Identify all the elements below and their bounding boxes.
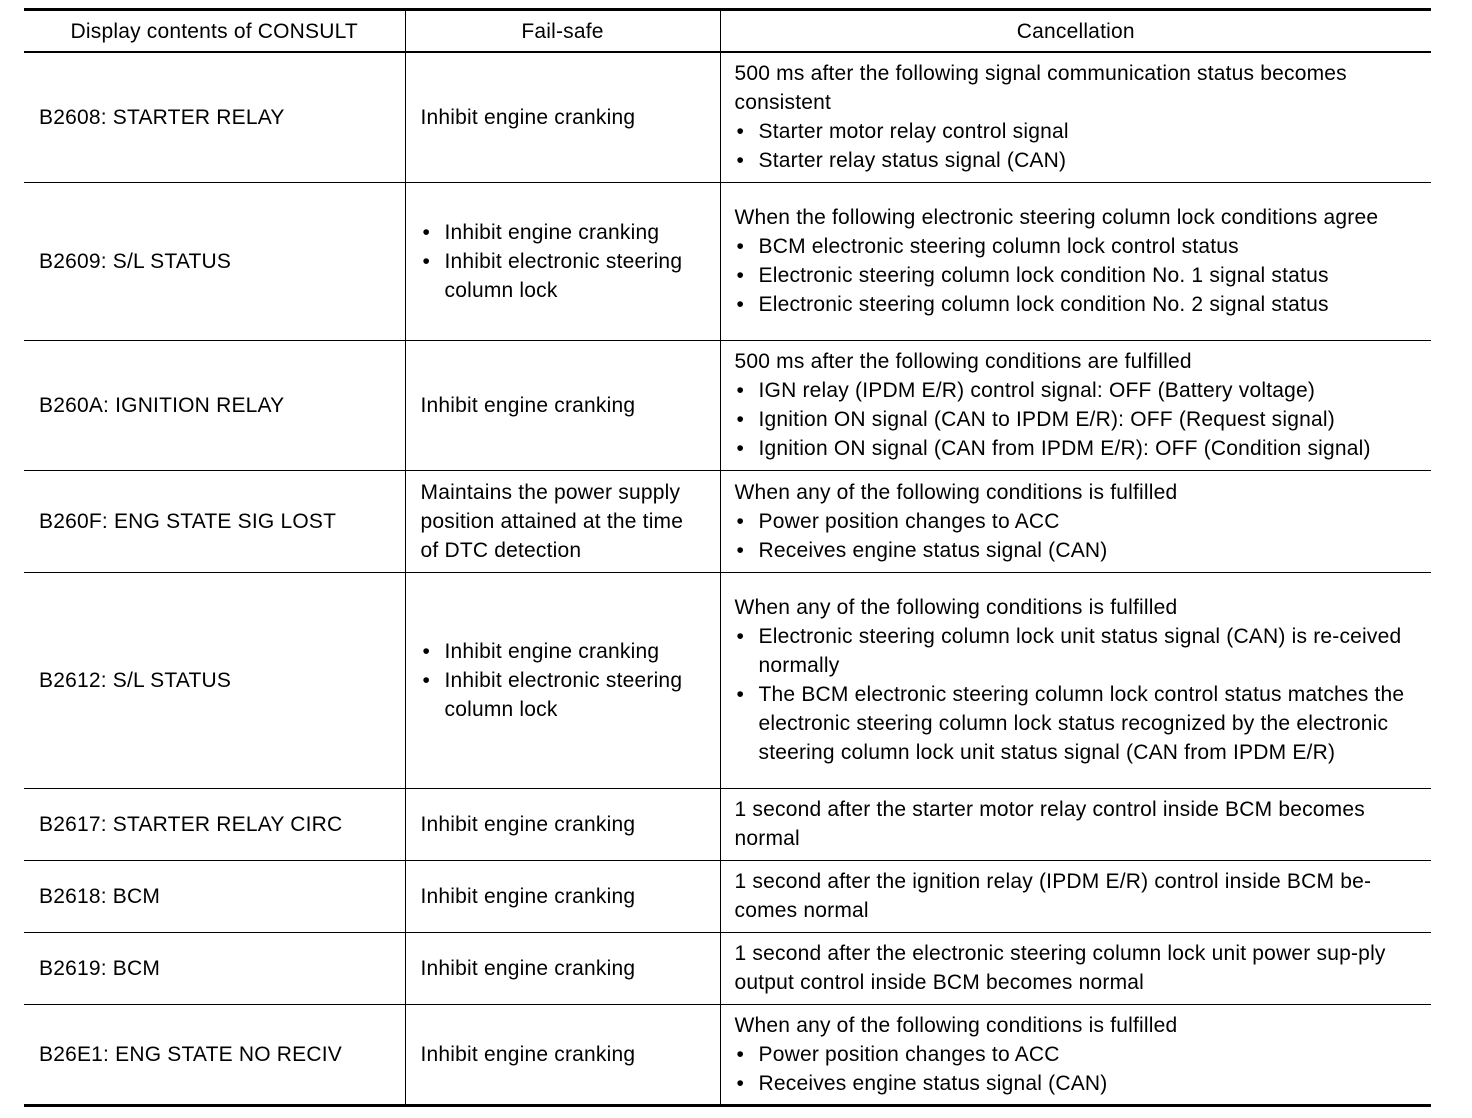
- cancellation-cell: [720, 52, 1431, 182]
- dtc-display-content: B2608: STARTER RELAY: [24, 52, 405, 182]
- dtc-display-content: B2619: BCM: [24, 932, 405, 1004]
- cancellation-item: • Power position changes to ACC: [735, 507, 1426, 536]
- fail-safe-item: • Inhibit engine cranking: [421, 218, 706, 247]
- cancellation-item: • Ignition ON signal (CAN to IPDM E/R): OFF (Request signal): [735, 405, 1426, 434]
- fail-safe-text: Inhibit engine cranking: [420, 105, 636, 129]
- cancellation-item: • BCM electronic steering column lock control status: [735, 232, 1426, 261]
- fail-safe-cell: [405, 572, 720, 788]
- fail-safe-list: [421, 218, 706, 305]
- table-row: [24, 572, 1431, 788]
- fail-safe-text: Inhibit engine cranking: [420, 1042, 636, 1066]
- dtc-display-content: B2612: S/L STATUS: [24, 572, 405, 788]
- fail-safe-table: [24, 8, 1431, 1107]
- fail-safe-text: Maintains the power supply position attained at the time of DTC detection: [420, 480, 684, 562]
- table-row: [24, 182, 1431, 340]
- table-row: [24, 1004, 1431, 1105]
- table-row: [24, 52, 1431, 182]
- fail-safe-cell: [405, 470, 720, 572]
- dtc-display-content: B260A: IGNITION RELAY: [24, 340, 405, 470]
- fail-safe-item: • Inhibit electronic steering column lock: [421, 666, 706, 724]
- cancellation-item: • Receives engine status signal (CAN): [735, 1069, 1426, 1098]
- fail-safe-item: • Inhibit engine cranking: [421, 637, 706, 666]
- cancellation-list: [735, 117, 1426, 175]
- fail-safe-cell: [405, 932, 720, 1004]
- cancellation-item: • Starter motor relay control signal: [735, 117, 1426, 146]
- header-fail-safe: Fail-safe: [405, 10, 720, 53]
- cancellation-cell: [720, 788, 1431, 860]
- cancellation-text: When any of the following conditions is fulfilled: [734, 480, 1178, 504]
- table-row: [24, 788, 1431, 860]
- cancellation-cell: [720, 860, 1431, 932]
- cancellation-item: • IGN relay (IPDM E/R) control signal: OFF (Battery voltage): [735, 376, 1426, 405]
- cancellation-cell: [720, 470, 1431, 572]
- cancellation-list: [735, 507, 1426, 565]
- fail-safe-text: Inhibit engine cranking: [420, 812, 636, 836]
- header-cancellation: Cancellation: [720, 10, 1431, 53]
- cancellation-cell: [720, 572, 1431, 788]
- table-row: [24, 860, 1431, 932]
- cancellation-cell: [720, 932, 1431, 1004]
- cancellation-list: [735, 1040, 1426, 1098]
- cancellation-item: • Electronic steering column lock condition No. 2 signal status: [735, 290, 1426, 319]
- cancellation-text: 1 second after the starter motor relay control inside BCM becomes normal: [734, 798, 1365, 850]
- cancellation-text: When the following electronic steering column lock conditions agree: [734, 206, 1379, 229]
- cancellation-cell: [720, 1004, 1431, 1105]
- table-row: [24, 470, 1431, 572]
- cancellation-item: • Power position changes to ACC: [735, 1040, 1426, 1069]
- cancellation-item: • Starter relay status signal (CAN): [735, 146, 1426, 175]
- cancellation-item: • Electronic steering column lock unit status signal (CAN) is re-ceived normally: [735, 622, 1426, 680]
- cancellation-text: 1 second after the electronic steering column lock unit power sup-ply output control inside BCM becomes normal: [734, 942, 1386, 994]
- fail-safe-cell: [405, 52, 720, 182]
- cancellation-list: [735, 376, 1426, 463]
- cancellation-item: • Receives engine status signal (CAN): [735, 536, 1426, 565]
- table-row: [24, 340, 1431, 470]
- fail-safe-cell: [405, 860, 720, 932]
- dtc-display-content: B26E1: ENG STATE NO RECIV: [24, 1004, 405, 1105]
- cancellation-list: [735, 232, 1426, 319]
- cancellation-list: [735, 622, 1426, 767]
- fail-safe-list: [421, 637, 706, 724]
- fail-safe-cell: [405, 182, 720, 340]
- cancellation-text: When any of the following conditions is fulfilled: [734, 596, 1178, 619]
- fail-safe-cell: [405, 788, 720, 860]
- cancellation-item: • The BCM electronic steering column lock control status matches the electronic steering column lock status recognized by the electronic steering column lock unit status signal (CAN from IPDM E/R): [735, 680, 1426, 767]
- dtc-display-content: B2609: S/L STATUS: [24, 182, 405, 340]
- fail-safe-cell: [405, 1004, 720, 1105]
- cancellation-cell: [720, 340, 1431, 470]
- cancellation-text: 1 second after the ignition relay (IPDM E/R) control inside BCM be-comes normal: [734, 870, 1372, 922]
- fail-safe-text: Inhibit engine cranking: [420, 956, 636, 980]
- fail-safe-cell: [405, 340, 720, 470]
- cancellation-item: • Ignition ON signal (CAN from IPDM E/R): OFF (Condition signal): [735, 434, 1426, 463]
- dtc-display-content: B2618: BCM: [24, 860, 405, 932]
- cancellation-text: 500 ms after the following signal communication status becomes consistent: [734, 62, 1347, 115]
- table-row: [24, 932, 1431, 1004]
- header-display-contents: Display contents of CONSULT: [24, 10, 405, 53]
- cancellation-cell: [720, 182, 1431, 340]
- cancellation-item: • Electronic steering column lock condition No. 1 signal status: [735, 261, 1426, 290]
- fail-safe-text: Inhibit engine cranking: [420, 393, 636, 417]
- fail-safe-item: • Inhibit electronic steering column lock: [421, 247, 706, 305]
- dtc-display-content: B260F: ENG STATE SIG LOST: [24, 470, 405, 572]
- cancellation-text: When any of the following conditions is fulfilled: [734, 1013, 1178, 1037]
- header-row: [24, 10, 1431, 53]
- cancellation-text: 500 ms after the following conditions are fulfilled: [734, 350, 1192, 373]
- fail-safe-text: Inhibit engine cranking: [420, 884, 636, 908]
- dtc-display-content: B2617: STARTER RELAY CIRC: [24, 788, 405, 860]
